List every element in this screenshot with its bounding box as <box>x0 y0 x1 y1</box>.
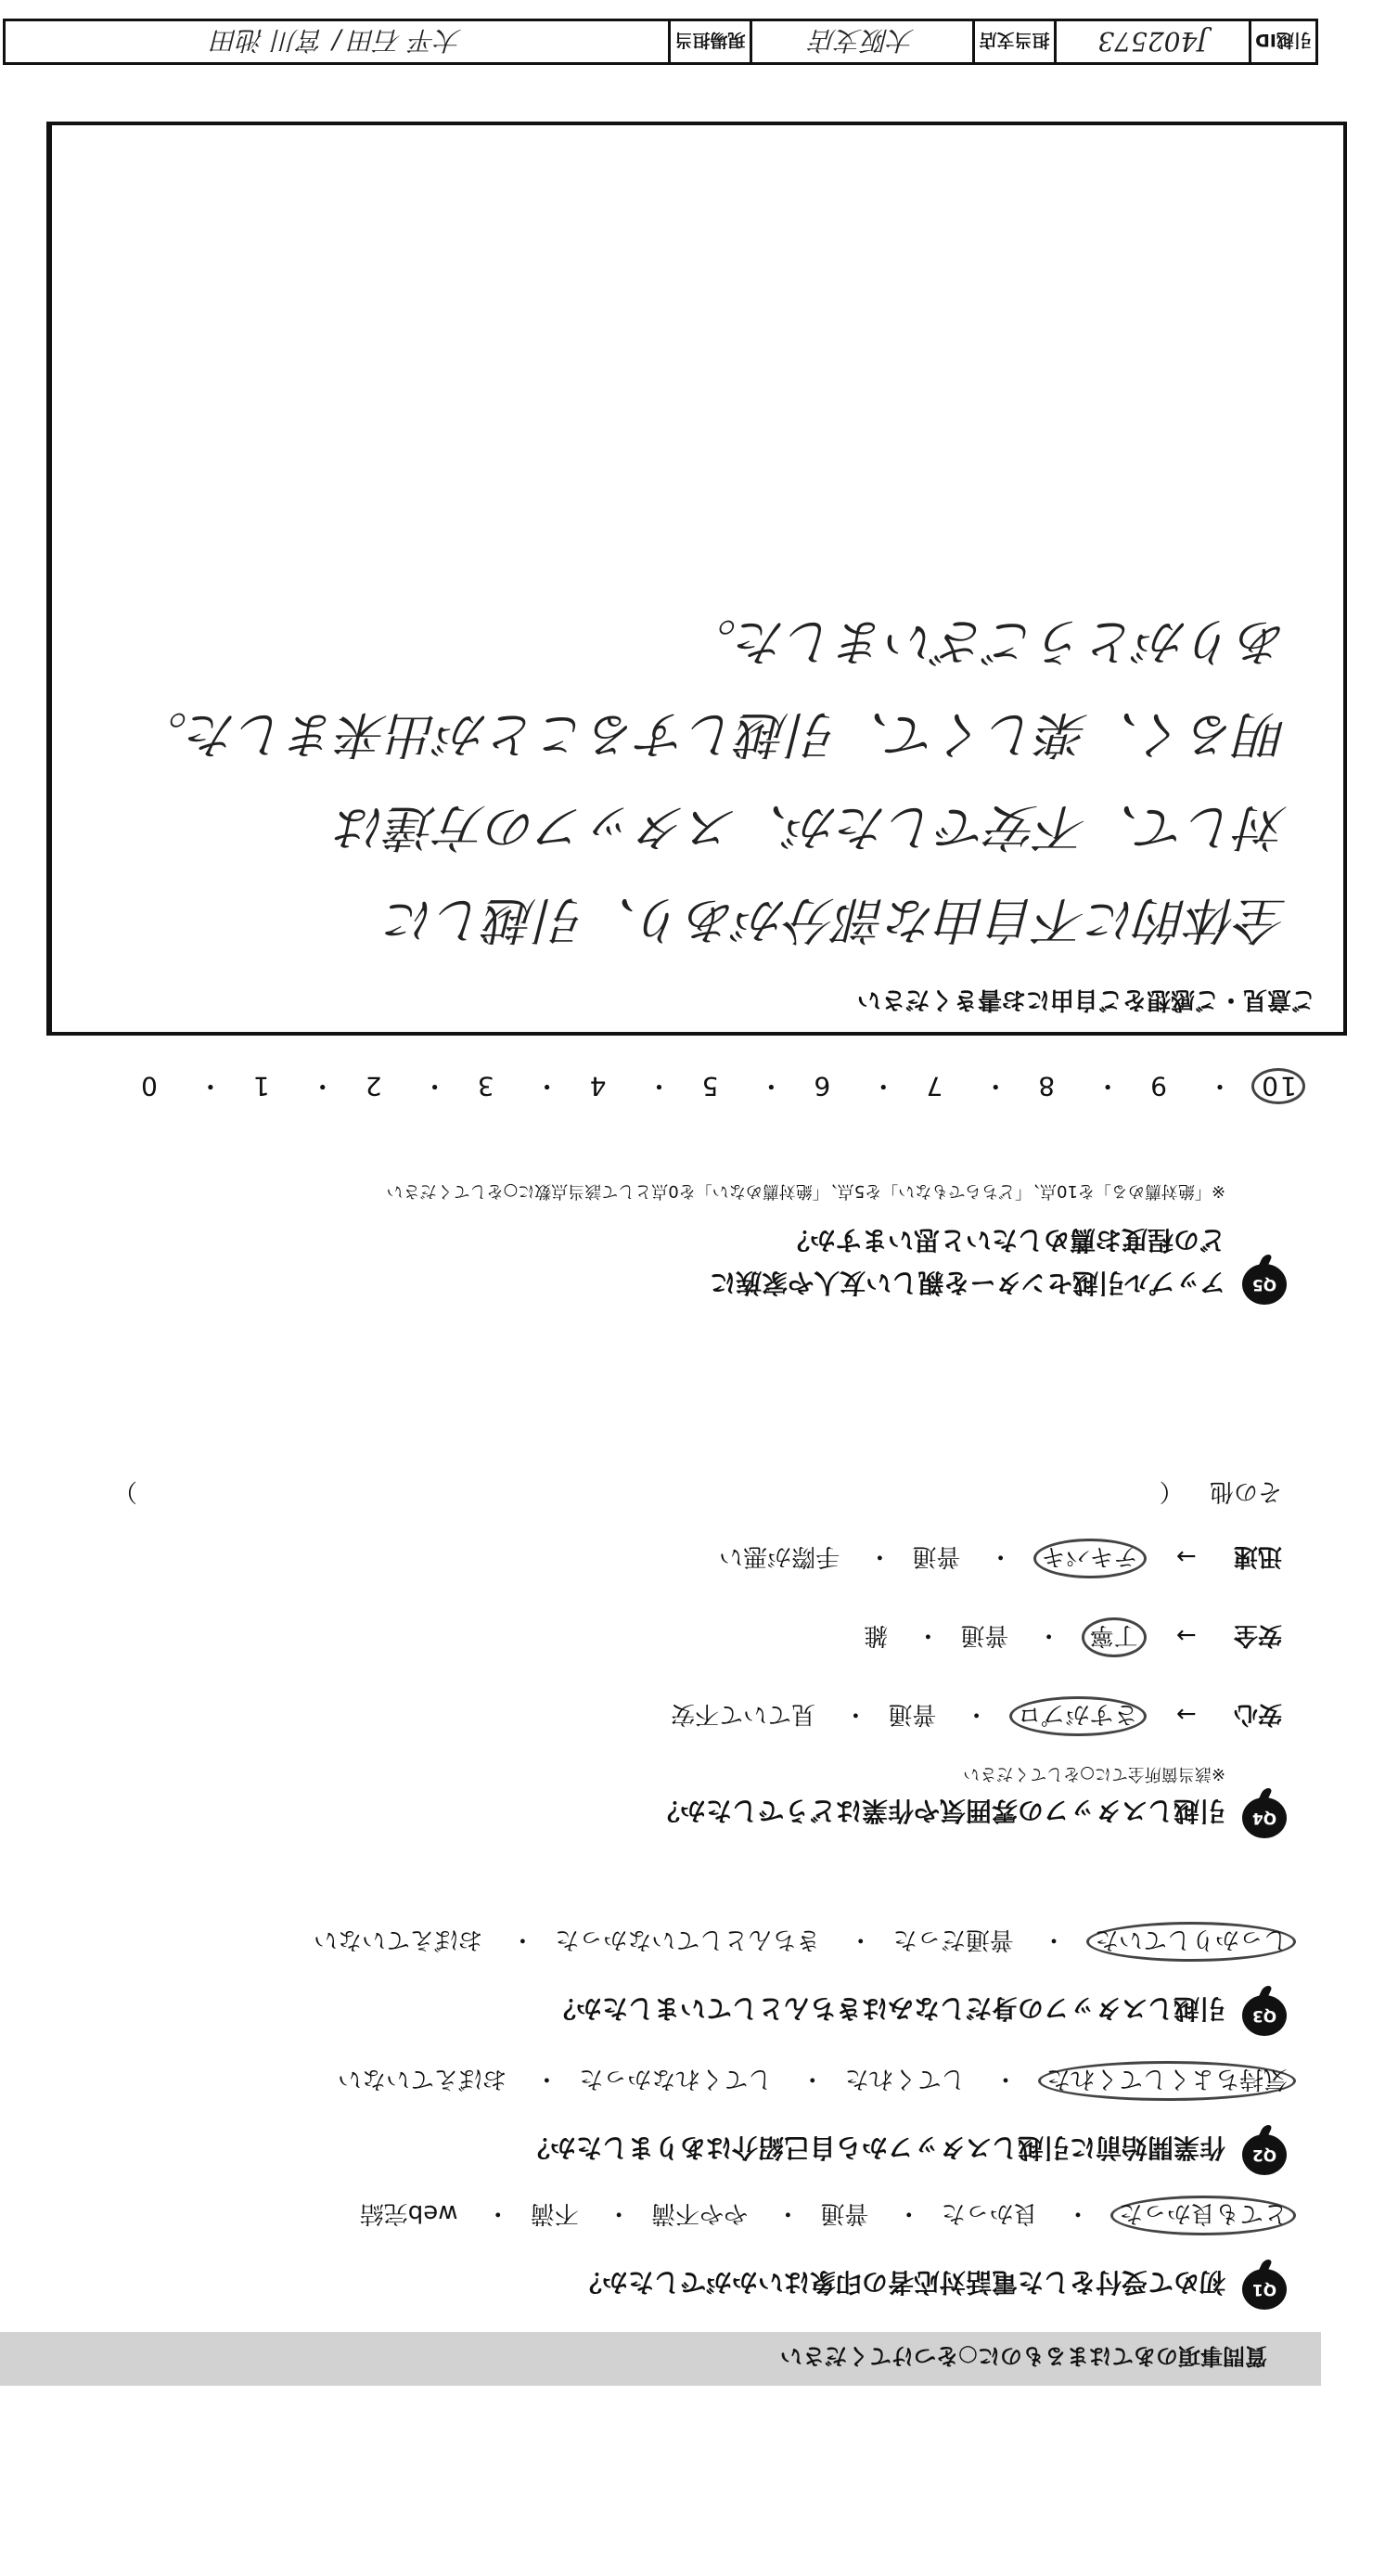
q4-row-2-option-2[interactable]: 普通 <box>960 1621 1009 1649</box>
header-info-table <box>3 19 1318 65</box>
q2-text: 作業開始前に引越しスタッフから自己紹介はありましたか？ <box>523 2132 1225 2163</box>
branch-value: 大阪支店 <box>750 21 972 62</box>
q3-options: しっかりしていた・ 普通だった・ きちんとしていなかった・ おぼえていない <box>314 1922 1296 1962</box>
comment-line-2: 対して、不安でしたが、スタッフの方達は <box>337 798 1288 857</box>
q1-option-4[interactable]: やや不満 <box>651 2199 749 2227</box>
q4-row-3-option-3[interactable]: 手際が悪い <box>719 1542 840 1570</box>
q5-scale: 10・ 9・ 8・ 7・ 6・ 5・ 4・ 3・ 2・ 1・ 0 <box>130 1068 1305 1106</box>
q4-other-close: ） <box>113 1477 138 1505</box>
q4-other-label: その他 <box>1209 1477 1282 1505</box>
q5-text-line2: どの程度お薦めしたいと思いますか？ <box>783 1225 1225 1256</box>
q2-option-4[interactable]: おぼえていない <box>338 2065 507 2093</box>
q4-row-1-option-2[interactable]: 普通 <box>888 1700 937 1728</box>
q4-row-anshin: 安心 → さすがプロ・ 普通・ 見ていて不安 <box>671 1696 1282 1736</box>
q4-text: 引越しスタッフの雰囲気や作業はどうでしたか？ <box>653 1796 1225 1826</box>
q5-score-4[interactable]: 4 <box>587 1071 607 1101</box>
instruction-banner: 質問事項のあてはまるものに○をつけてください <box>0 2332 1321 2386</box>
q1-option-1[interactable]: とても良かった <box>1110 2196 1296 2235</box>
q4-row-2-option-3[interactable]: 雑 <box>864 1621 889 1649</box>
move-id-label: 引越ID <box>1249 21 1315 62</box>
move-id-value: J402573 <box>1054 21 1249 62</box>
q2-option-2[interactable]: してくれた <box>844 2065 966 2093</box>
q5-badge-label: Q5 <box>1242 1264 1287 1305</box>
q5-note: ※「絶対薦める」を10点、「どちらでもない」を5点、「絶対薦めない」を0点として該当点数に○をしてください <box>386 1181 1225 1201</box>
q5-score-7[interactable]: 7 <box>924 1071 943 1101</box>
q1-option-3[interactable]: 普通 <box>820 2199 869 2227</box>
q4-row-1-option-3[interactable]: 見ていて不安 <box>671 1700 816 1728</box>
q5-score-0[interactable]: 0 <box>139 1071 158 1101</box>
q3-text: 引越しスタッフの身だしなみはきちんとしていましたか？ <box>549 1993 1225 2024</box>
comment-line-4: ありがとうございました。 <box>686 612 1288 671</box>
q4-row-2-option-1[interactable]: 丁寧 <box>1082 1617 1147 1657</box>
q4-other-open: （ <box>1159 1477 1184 1505</box>
q4-other <box>113 1476 1282 1511</box>
q4-row-3-option-1[interactable]: テキパキ <box>1033 1539 1147 1578</box>
comment-line-1: 全体的に不自由な部分があり、引越しに <box>386 891 1288 949</box>
q5-score-10[interactable]: 10 <box>1251 1068 1305 1104</box>
branch-label: 担当支店 <box>972 21 1054 62</box>
q4-row-jinsoku: 迅速 → テキパキ・ 普通・ 手際が悪い <box>719 1539 1282 1578</box>
q4-badge <box>1242 1786 1287 1838</box>
q1-option-5[interactable]: 不満 <box>530 2199 579 2227</box>
q4-row-2-label: 安全 <box>1233 1621 1282 1649</box>
q5-score-6[interactable]: 6 <box>812 1071 831 1101</box>
q2-badge <box>1242 2123 1287 2175</box>
q1-text: 初めて受付をした電話対応者の印象はいかがでしたか？ <box>575 2267 1225 2298</box>
q3-option-3[interactable]: きちんとしていなかった <box>555 1926 821 1953</box>
q5-score-9[interactable]: 9 <box>1148 1071 1168 1101</box>
q2-option-1[interactable]: 気持ちよくしてくれた <box>1038 2061 1296 2101</box>
q5-score-1[interactable]: 1 <box>250 1071 270 1101</box>
q2-option-3[interactable]: してくれなかった <box>579 2065 773 2093</box>
site-label: 現場担当 <box>668 21 750 62</box>
q5-badge <box>1242 1253 1287 1305</box>
q3-option-1[interactable]: しっかりしていた <box>1086 1922 1296 1962</box>
q4-row-anzen: 安全 → 丁寧・ 普通・ 雑 <box>864 1617 1282 1657</box>
comment-title: ご意見・ご感想をご自由にお書きください <box>856 985 1315 1013</box>
q5-score-8[interactable]: 8 <box>1036 1071 1056 1101</box>
q5-score-5[interactable]: 5 <box>699 1071 719 1101</box>
q3-option-2[interactable]: 普通だった <box>892 1926 1014 1953</box>
q4-row-3-option-2[interactable]: 普通 <box>912 1542 961 1570</box>
q5-text-line1: アップル引越センターを親しい友人や家族に <box>710 1268 1225 1298</box>
comment-line-3: 明るく、楽しくて、引越しすることが出来ました。 <box>137 705 1288 764</box>
q1-option-2[interactable]: 良かった <box>941 2199 1038 2227</box>
q4-note: ※該当箇所全てに○をしてください <box>963 1764 1225 1784</box>
q2-options: 気持ちよくしてくれた・ してくれた・ してくれなかった・ おぼえていない <box>338 2061 1296 2101</box>
q4-badge-label: Q4 <box>1242 1797 1287 1838</box>
q5-score-2[interactable]: 2 <box>363 1071 382 1101</box>
comment-box[interactable] <box>48 122 1347 1036</box>
q4-row-1-label: 安心 <box>1233 1700 1282 1728</box>
site-value: 大平 石田 / 宮川 池田 <box>212 25 462 56</box>
q1-badge <box>1242 2258 1287 2310</box>
q3-option-4[interactable]: おぼえていない <box>314 1926 483 1953</box>
q3-badge <box>1242 1984 1287 2036</box>
q3-badge-label: Q3 <box>1242 1995 1287 2036</box>
q4-row-1-option-1[interactable]: さすがプロ <box>1009 1696 1147 1736</box>
q2-badge-label: Q2 <box>1242 2134 1287 2175</box>
q1-options: とても良かった・ 良かった・ 普通・ やや不満・ 不満・ web完結 <box>360 2196 1296 2235</box>
q1-option-6[interactable]: web完結 <box>359 2199 458 2227</box>
q5-score-3[interactable]: 3 <box>475 1071 494 1101</box>
q4-row-3-label: 迅速 <box>1233 1542 1282 1570</box>
q1-badge-label: Q1 <box>1242 2269 1287 2310</box>
comment-box-edge <box>46 122 51 1036</box>
